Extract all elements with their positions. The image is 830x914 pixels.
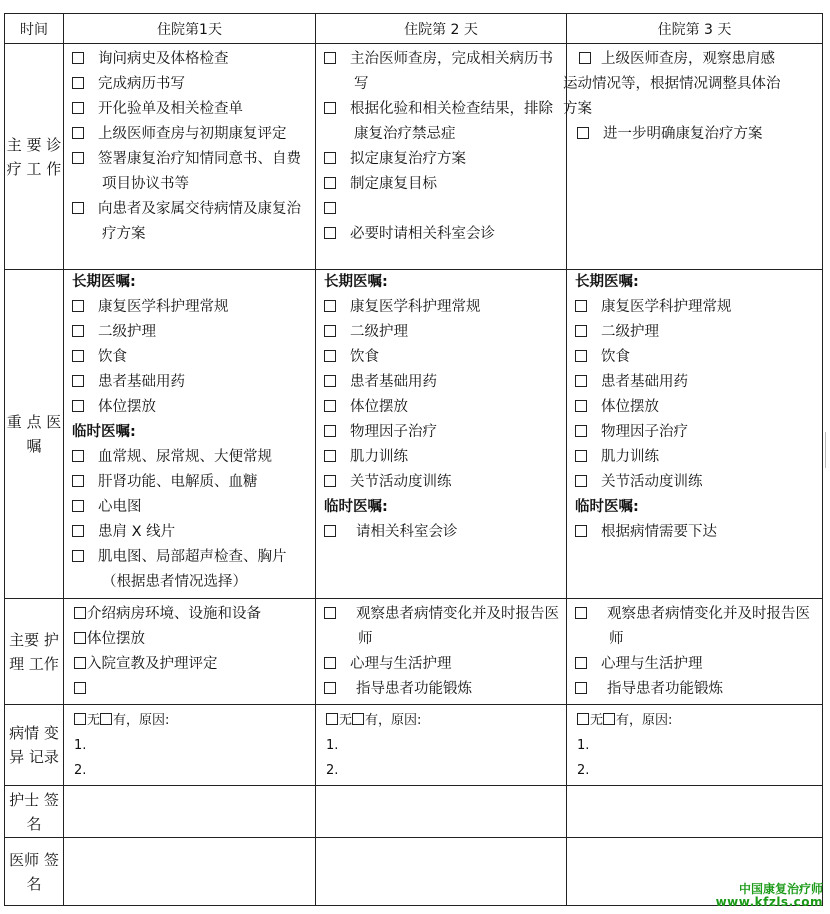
checkbox[interactable]: [72, 400, 84, 412]
day1-nursing: [64, 599, 316, 705]
checkbox[interactable]: [324, 682, 336, 694]
checkbox-none[interactable]: [326, 713, 338, 725]
item-text: 饮食: [98, 349, 127, 365]
checklist-item: [575, 677, 816, 702]
checkbox[interactable]: [74, 607, 86, 619]
checklist-item: [72, 470, 309, 495]
day1-main-work: [64, 44, 316, 270]
checklist-item: [324, 222, 560, 247]
checklist-item: [72, 197, 309, 247]
checklist-item: [324, 47, 560, 97]
checkbox[interactable]: [74, 682, 86, 694]
item-text: 心理与生活护理: [350, 656, 452, 672]
item-text: 二级护理: [601, 324, 659, 340]
checklist-item: [324, 295, 560, 320]
item-text: 上级医师查房与初期康复评定: [98, 126, 287, 142]
header-time: 时间: [5, 14, 64, 44]
row-nursing: [5, 599, 823, 705]
item-text: 必要时请相关科室会诊: [350, 226, 495, 242]
checklist-item: [575, 345, 816, 370]
checkbox[interactable]: [324, 400, 336, 412]
checkbox[interactable]: [575, 450, 587, 462]
checklist-item: [324, 445, 560, 470]
status-none-label: 无: [87, 713, 101, 728]
checklist-item: [575, 470, 816, 495]
variation-status: [577, 708, 816, 733]
checkbox[interactable]: [72, 500, 84, 512]
clinical-pathway-table: [4, 13, 823, 906]
checkbox[interactable]: [72, 77, 84, 89]
item-text: 根据病情需要下达: [601, 524, 717, 540]
checklist-item: [324, 320, 560, 345]
variation-status: [326, 708, 560, 733]
item-text: 关节活动度训练: [601, 474, 703, 490]
checklist-item: [72, 320, 309, 345]
long-term-title: 长期医嘱:: [575, 274, 639, 290]
checklist-item: [569, 122, 816, 147]
checkbox[interactable]: [74, 632, 86, 644]
item-text: 观察患者病情变化并及时报告医师: [356, 606, 559, 647]
checklist-item: [575, 295, 816, 320]
day2-nursing: [316, 599, 567, 705]
label-line: 签名: [26, 850, 59, 893]
day3-orders: [567, 270, 823, 599]
checkbox[interactable]: [324, 350, 336, 362]
day2-main-work: [316, 44, 567, 270]
checkbox-yes[interactable]: [352, 713, 364, 725]
paragraph-line: 方案: [563, 101, 592, 117]
row-main-work: [5, 44, 823, 270]
checkbox[interactable]: [575, 425, 587, 437]
checkbox[interactable]: [324, 475, 336, 487]
checklist-item: [324, 395, 560, 420]
item-text: 体位摆放: [98, 399, 156, 415]
checkbox[interactable]: [72, 525, 84, 537]
checklist-item: [72, 545, 309, 595]
day1-doctor-signature[interactable]: [64, 838, 316, 906]
variation-item: 2.: [74, 763, 87, 778]
row-label-doctor-sign: [5, 838, 64, 906]
checklist-item: [575, 520, 816, 545]
item-text: 二级护理: [350, 324, 408, 340]
item-text: 关节活动度训练: [350, 474, 452, 490]
variation-item: 1.: [74, 738, 87, 753]
checkbox[interactable]: [72, 127, 84, 139]
checkbox[interactable]: [74, 657, 86, 669]
label-char: 疗: [6, 159, 22, 178]
day1-orders: [64, 270, 316, 599]
checkbox[interactable]: [324, 325, 336, 337]
checklist-item: [324, 602, 560, 652]
checkbox[interactable]: [577, 127, 589, 139]
item-text: 签署康复治疗知情同意书、自费项目协议书等: [98, 151, 301, 192]
checklist-item: [575, 370, 816, 395]
checklist-item: [324, 345, 560, 370]
variation-status: [74, 708, 309, 733]
checklist-item: [324, 97, 560, 147]
checklist-item: [74, 652, 309, 677]
label-char: 嘱: [26, 437, 42, 455]
day2-variation: [316, 705, 567, 786]
row-label-variation: [5, 705, 64, 786]
checkbox[interactable]: [324, 450, 336, 462]
temp-title: 临时医嘱:: [72, 424, 136, 440]
checkbox[interactable]: [324, 227, 336, 239]
checklist-item: [575, 602, 816, 652]
checkbox-none[interactable]: [74, 713, 86, 725]
item-text: 开化验单及相关检查单: [98, 101, 243, 117]
checkbox[interactable]: [72, 450, 84, 462]
checklist-item: [72, 345, 309, 370]
checklist-item: [324, 652, 560, 677]
item-text: 康复医学科护理常规: [98, 299, 229, 315]
checkbox-yes[interactable]: [603, 713, 615, 725]
checklist-item: [74, 627, 309, 652]
item-text: 饮食: [601, 349, 630, 365]
label-line: 签名: [26, 790, 59, 833]
label-char: 医: [46, 413, 62, 431]
label-line: 护理: [9, 630, 59, 673]
checkbox[interactable]: [324, 375, 336, 387]
item-text: 心理与生活护理: [601, 656, 703, 672]
label-line: 工作: [28, 654, 59, 673]
day1-nurse-signature[interactable]: [64, 786, 316, 838]
row-label-nursing: [5, 599, 64, 705]
checklist-item: [324, 172, 560, 197]
checklist-item: [72, 47, 309, 72]
row-doctor-sign: [5, 838, 823, 906]
label-char: 要: [26, 135, 42, 154]
item-text: 观察患者病情变化并及时报告医师: [607, 606, 810, 647]
row-label-main-work: [5, 44, 64, 270]
item-text: 主治医师查房，完成相关病历书写: [350, 51, 553, 92]
item-text: 向患者及家属交待病情及康复治疗方案: [98, 201, 301, 242]
item-text: 肝肾功能、电解质、血糖: [98, 474, 258, 490]
item-text: 体位摆放: [87, 631, 145, 647]
long-term-title: 长期医嘱:: [324, 274, 388, 290]
checkbox[interactable]: [324, 300, 336, 312]
checkbox[interactable]: [324, 607, 336, 619]
day2-nurse-signature[interactable]: [316, 786, 567, 838]
status-yes-label: 有，原因:: [113, 713, 170, 728]
item-text: 上级医师查房，观察患肩感: [601, 51, 775, 67]
item-text: 根据化验和相关检查结果，排除康复治疗禁忌症: [350, 101, 553, 142]
checklist-item: [575, 395, 816, 420]
header-day3: 住院第 3 天: [567, 14, 823, 44]
row-variation: [5, 705, 823, 786]
status-yes-label: 有，原因:: [365, 713, 422, 728]
checkbox[interactable]: [575, 325, 587, 337]
checklist-item: [72, 495, 309, 520]
checkbox[interactable]: [72, 325, 84, 337]
item-text: 饮食: [350, 349, 379, 365]
item-text: 完成病历书写: [98, 76, 185, 92]
day3-nursing: [567, 599, 823, 705]
label-line: 记录: [28, 748, 59, 766]
checklist-item: [74, 677, 309, 702]
checkbox[interactable]: [72, 52, 84, 64]
checkbox[interactable]: [579, 52, 591, 64]
checkbox[interactable]: [72, 152, 84, 164]
item-text: 患者基础用药: [601, 374, 688, 390]
checkbox[interactable]: [72, 202, 84, 214]
checkbox[interactable]: [575, 475, 587, 487]
item-text: 请相关科室会诊: [356, 524, 458, 540]
checkbox[interactable]: [324, 425, 336, 437]
item-text: 体位摆放: [601, 399, 659, 415]
checkbox[interactable]: [575, 607, 587, 619]
checkbox[interactable]: [575, 375, 587, 387]
paragraph-line: [569, 47, 816, 72]
checklist-item: [324, 370, 560, 395]
item-text: 二级护理: [98, 324, 156, 340]
label-char: 点: [26, 413, 42, 431]
item-text: 患者基础用药: [98, 374, 185, 390]
checkbox[interactable]: [575, 400, 587, 412]
row-label-nurse-sign: [5, 786, 64, 838]
checklist-item: [575, 652, 816, 677]
item-text: 康复医学科护理常规: [601, 299, 732, 315]
label-line: 主要: [9, 630, 40, 649]
item-text: 心电图: [98, 499, 142, 515]
checklist-item: [72, 122, 309, 147]
day2-orders: [316, 270, 567, 599]
checkbox[interactable]: [72, 300, 84, 312]
row-label-orders: [5, 270, 64, 599]
day3-main-work: [563, 44, 823, 270]
item-text: 血常规、尿常规、大便常规: [98, 449, 272, 465]
item-text: 介绍病房环境、设施和设备: [87, 606, 261, 622]
checklist-item: [72, 72, 309, 97]
variation-item: 2.: [577, 763, 590, 778]
watermark-site-name: 中国康复治疗师: [738, 882, 823, 896]
long-term-title: 长期医嘱:: [72, 274, 136, 290]
item-text: 肌力训练: [350, 449, 408, 465]
checkbox[interactable]: [575, 350, 587, 362]
paragraph-line: 运动情况等，根据情况调整具体治: [563, 76, 781, 92]
temp-title: 临时医嘱:: [575, 499, 639, 515]
header-row: [5, 14, 823, 44]
checkbox-none[interactable]: [577, 713, 589, 725]
checklist-item: [74, 602, 309, 627]
checkbox[interactable]: [575, 300, 587, 312]
checkbox[interactable]: [575, 525, 587, 537]
checklist-item: [575, 320, 816, 345]
checkbox[interactable]: [575, 657, 587, 669]
item-text: 入院宣教及护理评定: [87, 656, 218, 672]
checkbox[interactable]: [324, 657, 336, 669]
checkbox[interactable]: [72, 350, 84, 362]
item-text: 康复医学科护理常规: [350, 299, 481, 315]
item-text: 进一步明确康复治疗方案: [603, 126, 763, 142]
label-char: 工: [26, 159, 42, 178]
checklist-item: [575, 420, 816, 445]
checklist-item: [72, 520, 309, 545]
checkbox[interactable]: [72, 375, 84, 387]
label-char: 重: [6, 413, 22, 431]
checklist-item: [324, 147, 560, 172]
header-day2: 住院第 2 天: [316, 14, 567, 44]
checkbox[interactable]: [72, 550, 84, 562]
label-line: 医师: [9, 850, 40, 869]
variation-item: 1.: [577, 738, 590, 753]
checkbox[interactable]: [72, 475, 84, 487]
variation-item: 2.: [326, 763, 339, 778]
checklist-item: [72, 370, 309, 395]
checklist-item: [72, 97, 309, 122]
checkbox[interactable]: [324, 177, 336, 189]
checklist-item: [72, 395, 309, 420]
header-day1: 住院第1天: [64, 14, 316, 44]
variation-item: 1.: [326, 738, 339, 753]
label-char: 主: [6, 135, 22, 154]
day2-doctor-signature[interactable]: [316, 838, 567, 906]
checklist-item: [575, 445, 816, 470]
temp-title: 临时医嘱:: [324, 499, 388, 515]
checkbox[interactable]: [72, 102, 84, 114]
day1-variation: [64, 705, 316, 786]
watermark-url: www.kfzls.com: [715, 895, 823, 909]
checkbox[interactable]: [324, 525, 336, 537]
item-text: 指导患者功能锻炼: [356, 681, 472, 697]
status-yes-label: 有，原因:: [616, 713, 673, 728]
item-text: 患者基础用药: [350, 374, 437, 390]
item-text: 患肩 X 线片: [98, 524, 176, 540]
item-text: 肌力训练: [601, 449, 659, 465]
checklist-item: [324, 420, 560, 445]
checkbox[interactable]: [575, 682, 587, 694]
checkbox[interactable]: [324, 102, 336, 114]
page-edge-marker: [825, 432, 830, 468]
item-text: 制定康复目标: [350, 176, 437, 192]
checklist-item: [324, 520, 560, 545]
item-text: 肌电图、局部超声检查、胸片（根据患者情况选择）: [98, 549, 287, 590]
row-orders: [5, 270, 823, 599]
item-text: 体位摆放: [350, 399, 408, 415]
label-line: 病情: [9, 724, 40, 742]
day3-variation: [567, 705, 823, 786]
label-line: 变异: [9, 724, 59, 766]
checkbox[interactable]: [324, 52, 336, 64]
item-text: 拟定康复治疗方案: [350, 151, 466, 167]
day3-nurse-signature[interactable]: [567, 786, 823, 838]
label-line: 护士: [9, 790, 40, 809]
checkbox[interactable]: [324, 202, 336, 214]
checklist-item: [324, 470, 560, 495]
item-text: 物理因子治疗: [601, 424, 688, 440]
checkbox[interactable]: [324, 152, 336, 164]
label-char: 诊: [46, 135, 62, 154]
checklist-item: [72, 147, 309, 197]
checklist-item: [72, 445, 309, 470]
item-text: 物理因子治疗: [350, 424, 437, 440]
row-nurse-sign: [5, 786, 823, 838]
checklist-item: [72, 295, 309, 320]
status-none-label: 无: [590, 713, 604, 728]
label-char: 作: [46, 159, 62, 178]
item-text: 指导患者功能锻炼: [607, 681, 723, 697]
checkbox-yes[interactable]: [100, 713, 112, 725]
status-none-label: 无: [339, 713, 353, 728]
item-text: 询问病史及体格检查: [98, 51, 229, 67]
checklist-item: [324, 677, 560, 702]
checklist-item: [324, 197, 560, 222]
